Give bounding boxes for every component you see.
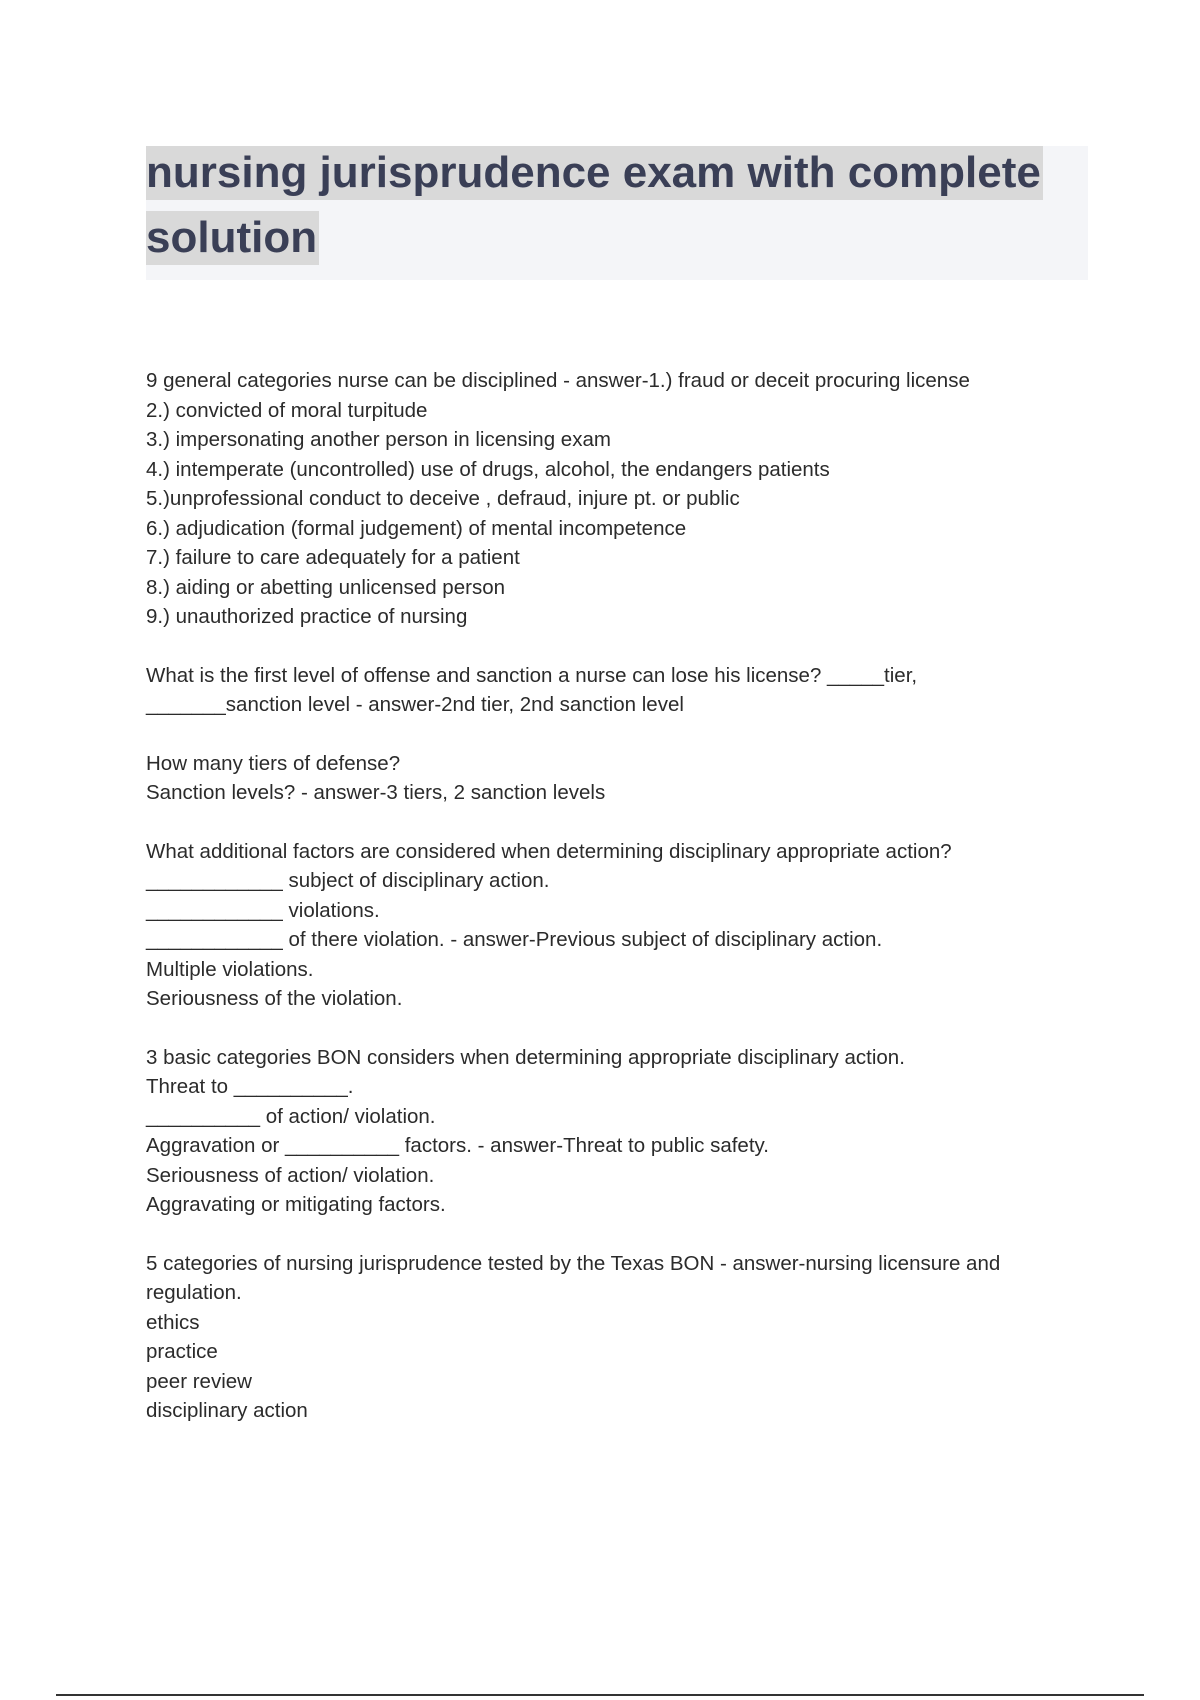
qa-text-line: ____________ subject of disciplinary action. (146, 869, 550, 892)
qa-text-line: __________ of action/ violation. (146, 1104, 436, 1128)
qa-text-line: Aggravation or __________ factors. - answer-Threat to public safety. (146, 1134, 769, 1157)
qa-text-line: Aggravating or mitigating factors. (146, 1193, 446, 1216)
qa-block (146, 1043, 1096, 1220)
qa-text-line: disciplinary action (146, 1399, 308, 1422)
qa-text-line: What additional factors are considered when determining disciplinary appropriate action? (146, 839, 952, 863)
qa-text-line: 7.) failure to care adequately for a patient (146, 546, 520, 569)
qa-text-line: How many tiers of defense? (146, 751, 401, 775)
qa-text-line: 9 general categories nurse can be disciplined - answer-1.) fraud or deceit procuring license (146, 369, 970, 392)
qa-block (146, 661, 1096, 720)
qa-text-line: Seriousness of action/ violation. (146, 1163, 435, 1187)
qa-text-line: peer review (146, 1369, 252, 1393)
qa-text-line: regulation. (146, 1281, 242, 1304)
qa-text-line: ethics (146, 1310, 200, 1334)
qa-text-line: 5.)unprofessional conduct to deceive , defraud, injure pt. or public (146, 487, 740, 510)
qa-block (146, 366, 1096, 632)
qa-text-line: 6.) adjudication (formal judgement) of mental incompetence (146, 516, 687, 540)
qa-text-line: 4.) intemperate (uncontrolled) use of drugs, alcohol, the endangers patients (146, 457, 830, 481)
qa-text-line: Multiple violations. (146, 957, 314, 981)
qa-text-line: 5 categories of nursing jurisprudence tested by the Texas BON - answer-nursing licensure and (146, 1251, 1001, 1275)
qa-text-line: 3 basic categories BON considers when determining appropriate disciplinary action. (146, 1045, 905, 1069)
footer-divider (56, 1694, 1144, 1696)
page-title-line-1: nursing jurisprudence exam with complete (146, 146, 1043, 200)
qa-text-line: 8.) aiding or abetting unlicensed person (146, 575, 505, 599)
qa-text-line: Sanction levels? - answer-3 tiers, 2 sanction levels (146, 781, 606, 804)
qa-block (146, 1249, 1096, 1426)
qa-text-line: 2.) convicted of moral turpitude (146, 398, 428, 422)
qa-text-line: 3.) impersonating another person in licensing exam (146, 428, 611, 451)
qa-text-line: Threat to __________. (146, 1075, 354, 1098)
qa-text-line: practice (146, 1340, 218, 1363)
qa-block (146, 837, 1096, 1014)
page-title-line-2: solution (146, 211, 319, 265)
qa-text-line: What is the first level of offense and sanction a nurse can lose his license? _____tier, (146, 663, 918, 687)
qa-text-line: _______sanction level - answer-2nd tier, 2nd sanction level (146, 693, 684, 716)
qa-block (146, 749, 1096, 808)
qa-text-line: 9.) unauthorized practice of nursing (146, 605, 468, 628)
document-body (146, 366, 1096, 1455)
qa-text-line: ____________ violations. (146, 898, 380, 922)
qa-text-line: Seriousness of the violation. (146, 987, 403, 1010)
qa-text-line: ____________ of there violation. - answer-Previous subject of disciplinary action. (146, 928, 883, 951)
